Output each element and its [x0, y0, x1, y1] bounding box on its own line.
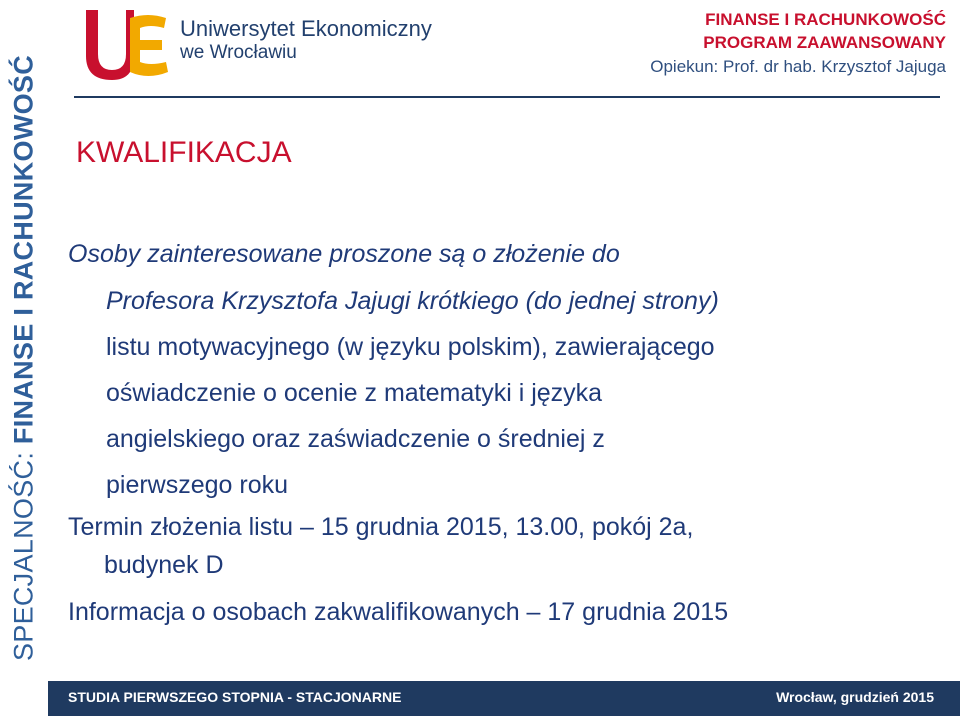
- qualification-info: Informacja o osobach zakwalifikowanych – 17 grudnia 2015: [68, 598, 729, 626]
- body-line-4: angielskiego oraz zaświadczenie o średniej z: [106, 425, 605, 453]
- program-header: [650, 8, 946, 79]
- body-line-3: oświadczenie o ocenie z matematyki i języka: [106, 379, 603, 407]
- university-name: [180, 17, 432, 65]
- sidebar-specialization-prefix: SPECJALNOŚĆ:: [8, 444, 39, 662]
- university-name-line2: we Wrocławiu: [180, 42, 297, 63]
- program-supervisor: Opiekun: Prof. dr hab. Krzysztof Jajuga: [650, 57, 946, 76]
- page-title: KWALIFIKACJA: [76, 136, 292, 169]
- program-name: FINANSE I RACHUNKOWOŚĆ: [705, 10, 946, 29]
- deadline-line-1: Termin złożenia listu – 15 grudnia 2015, 13.00, pokój 2a,: [68, 513, 694, 541]
- footer-bar: [48, 681, 960, 716]
- body-line-5: pierwszego roku: [106, 471, 289, 499]
- slide-body: [68, 230, 928, 630]
- deadline-line-2: budynek D: [104, 551, 224, 579]
- program-level: PROGRAM ZAAWANSOWANY: [703, 33, 946, 52]
- body-line-1: Profesora Krzysztofa Jajugi krótkiego (do jednej strony): [106, 287, 719, 315]
- footer-study-type: STUDIA PIERWSZEGO STOPNIA - STACJONARNE: [68, 689, 402, 705]
- body-line-2: listu motywacyjnego (w języku polskim), zawierającego: [106, 333, 715, 361]
- sidebar-specialization-label: [9, 55, 40, 661]
- university-logo: [82, 4, 174, 84]
- sidebar-specialization-name: FINANSE I RACHUNKOWOŚĆ: [8, 54, 39, 445]
- university-name-line1: Uniwersytet Ekonomiczny: [180, 16, 432, 41]
- footer-date: Wrocław, grudzień 2015: [776, 689, 934, 705]
- intro-text: Osoby zainteresowane proszone są o złożenie do: [68, 240, 620, 268]
- header-divider: [74, 96, 940, 98]
- sidebar: [0, 0, 48, 716]
- deadline-text: [68, 508, 928, 584]
